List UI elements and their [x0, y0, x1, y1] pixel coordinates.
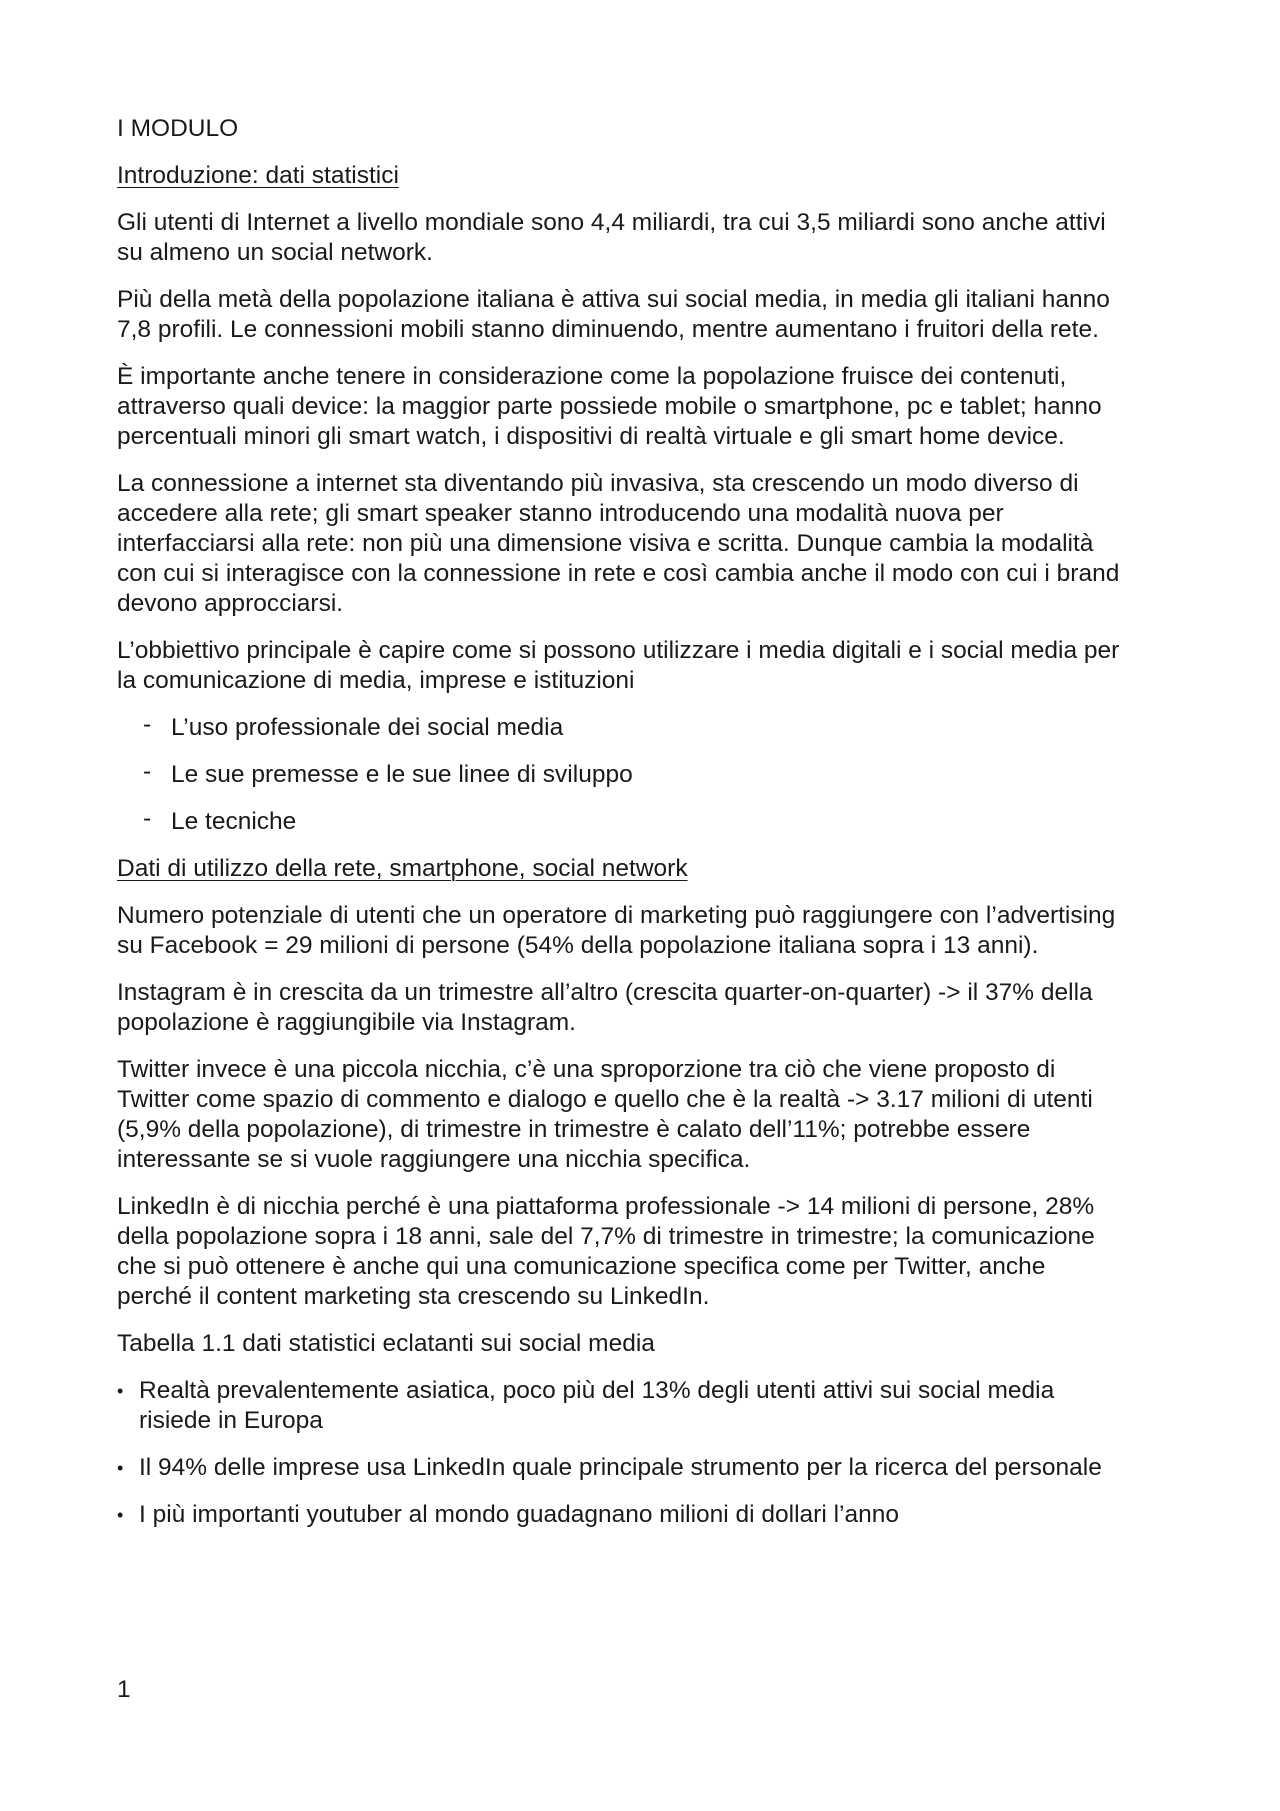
section-heading-dati-utilizzo: Dati di utilizzo della rete, smartphone, social network [117, 855, 688, 882]
dash-list [117, 713, 1127, 837]
list-item [117, 1453, 1127, 1483]
bullet-marker: • [117, 1381, 124, 1401]
list-item [117, 1376, 1127, 1436]
list-item-text: Il 94% delle imprese usa LinkedIn quale principale strumento per la ricerca del personale [139, 1454, 1102, 1481]
paragraph: LinkedIn è di nicchia perché è una piattaforma professionale -> 14 milioni di persone, 28% della popolazione sopra i 18 anni, sale del 7,7% di trimestre in trimestre; la comunicazione che si può ottenere è anche qui una comunicazione specifica come per Twitter, anche perché il content marketing sta crescendo su LinkedIn. [117, 1193, 1095, 1310]
list-item [117, 713, 1127, 743]
list-item [117, 1500, 1127, 1530]
dash-marker: - [143, 805, 152, 832]
bullet-marker: • [117, 1505, 124, 1525]
section-heading-introduzione: Introduzione: dati statistici [117, 162, 399, 189]
dash-marker: - [143, 758, 152, 785]
page-number: 1 [117, 1676, 131, 1703]
list-item-text: I più importanti youtuber al mondo guadagnano milioni di dollari l’anno [139, 1501, 899, 1528]
paragraph: Più della metà della popolazione italiana è attiva sui social media, in media gli italiani hanno 7,8 profili. Le connessioni mobili stanno diminuendo, mentre aumentano i fruitori della rete. [117, 286, 1110, 343]
bullet-list [117, 1376, 1127, 1530]
dash-marker: - [143, 711, 152, 738]
list-item-text: Realtà prevalentemente asiatica, poco più del 13% degli utenti attivi sui social media risiede in Europa [139, 1377, 1055, 1434]
list-item [117, 760, 1127, 790]
bullet-marker: • [117, 1458, 124, 1478]
paragraph: Twitter invece è una piccola nicchia, c’è una sproporzione tra ciò che viene proposto di Twitter come spazio di commento e dialogo e quello che è la realtà -> 3.17 milioni di utenti (5,9% della popolazione), di trimestre in trimestre è calato dell’11%; potrebbe essere interessante se si vuole raggiungere una nicchia specifica. [117, 1056, 1093, 1173]
document-page [117, 114, 1127, 1547]
list-item [117, 807, 1127, 837]
table-caption: Tabella 1.1 dati statistici eclatanti sui social media [117, 1330, 655, 1357]
paragraph: L’obbiettivo principale è capire come si possono utilizzare i media digitali e i social media per la comunicazione di media, imprese e istituzioni [117, 637, 1120, 694]
list-item-text: Le tecniche [171, 808, 297, 835]
paragraph: Gli utenti di Internet a livello mondiale sono 4,4 miliardi, tra cui 3,5 miliardi sono anche attivi su almeno un social network. [117, 209, 1106, 266]
list-item-text: Le sue premesse e le sue linee di sviluppo [171, 761, 633, 788]
paragraph: È importante anche tenere in considerazione come la popolazione fruisce dei contenuti, attraverso quali device: la maggior parte possiede mobile o smartphone, pc e tablet; hanno percentuali minori gli smart watch, i dispositivi di realtà virtuale e gli smart home device. [117, 363, 1102, 450]
paragraph: Numero potenziale di utenti che un operatore di marketing può raggiungere con l’advertising su Facebook = 29 milioni di persone (54% della popolazione italiana sopra i 13 anni). [117, 902, 1116, 959]
list-item-text: L’uso professionale dei social media [171, 714, 564, 741]
paragraph: La connessione a internet sta diventando più invasiva, sta crescendo un modo diverso di accedere alla rete; gli smart speaker stanno introducendo una modalità nuova per interfacciarsi alla rete: non più una dimensione visiva e scritta. Dunque cambia la modalità con cui si interagisce con la connessione in rete e così cambia anche il modo con cui i brand devono approcciarsi. [117, 470, 1120, 617]
module-title: I MODULO [117, 115, 239, 142]
paragraph: Instagram è in crescita da un trimestre all’altro (crescita quarter-on-quarter) -> il 37% della popolazione è raggiungibile via Instagram. [117, 979, 1093, 1036]
